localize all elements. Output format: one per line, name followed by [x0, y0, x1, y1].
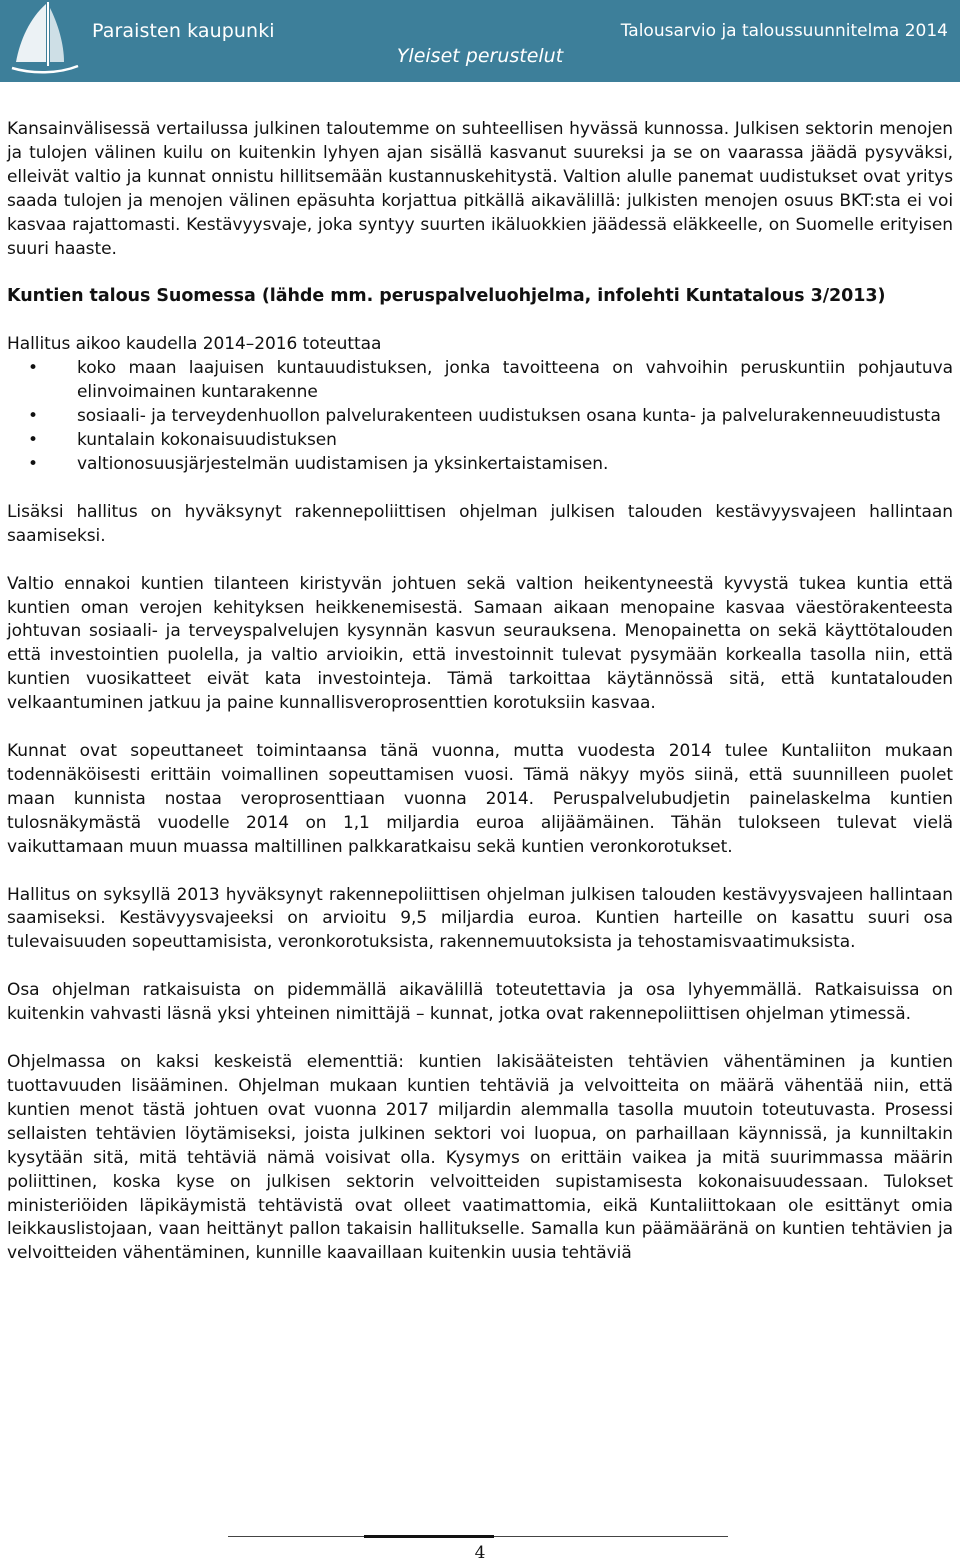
- paragraph-structural-program: Lisäksi hallitus on hyväksynyt rakennepoliittisen ohjelman julkisen talouden kestävyysvajeen hallintaan saamiseksi.: [7, 501, 953, 546]
- paragraph-program-elements: Ohjelmassa on kaksi keskeistä elementtiä: kuntien lakisääteisten tehtävien vähentäminen ja kuntien tuottavuuden lisääminen. Ohjelman mukaan kuntien tehtäviä ja velvoitteita on määrä vähentää niin, että kuntien menot tästä johtuen ovat vuonna 2017 miljardin alemmalla tasolla muutoin toteutuvasta. Prosessi sellaisten tehtävien löytämiseksi, joista julkinen sektori voi luopua, on parhaillaan käynnissä, ja kunniltakin kysytään sitä, mitä tehtäviä nämä voisivat olla. Kysymys on erittäin vaikea ja mitä suurimmassa määrin poliittinen, koska kyse on julkisen sektorin velvoitteiden supistamisesta kokonaisuudessaan. Tulokset ministeriöiden läpikäymistä tehtävistä ovat olleet vaatimattomia, eikä Kuntaliittokaan ole esittänyt omia leikkauslistojaan, vaan heittänyt pallon takaisin hallitukselle. Samalla kun päämääränä on kuntien tehtävien ja velvoitteiden vähentäminen, kunnille kaavaillaan kuitenkin uusia tehtäviä: [7, 1052, 953, 1264]
- list-item: • sosiaali- ja terveydenhuollon palvelurakenteen uudistuksen osana kunta- ja palvelurakenneuudistusta: [7, 405, 953, 429]
- footer-divider-accent: [364, 1535, 494, 1538]
- bullet-intro: Hallitus aikoo kaudella 2014–2016 toteuttaa: [7, 334, 382, 355]
- paragraph-municipal-adjustment: Kunnat ovat sopeuttaneet toimintaansa tänä vuonna, mutta vuodesta 2014 tulee Kuntaliiton mukaan todennäköisesti erittäin voimallinen sopeuttamisen vuosi. Tämä näkyy myös siinä, että suunnilleen puolet maan kunnista nostaa veroprosenttiaan vuonna 2014. Peruspalvelubudjetin painelaskelma kuntien tulosnäkymästä vuodelle 2014 on 1,1 miljardia euroa alijäämäinen. Tähän tulokseen tulevat vielä vaikuttamaan muun muassa maltillinen palkkaratkaisu sekä kuntien veronkorotukset.: [7, 741, 953, 857]
- header-document-title: Talousarvio ja taloussuunnitelma 2014: [620, 21, 948, 41]
- list-item: • kuntalain kokonaisuudistuksen: [7, 429, 953, 453]
- header-city-title: Paraisten kaupunki: [92, 20, 275, 42]
- page-header: [0, 0, 960, 82]
- sailboat-logo-icon: [6, 0, 84, 82]
- list-item: • koko maan laajuisen kuntauudistuksen, jonka tavoitteena on vahvoihin peruskuntiin pohjautuva elinvoimainen kuntarakenne: [7, 357, 953, 405]
- paragraph-international-comparison: Kansainvälisessä vertailussa julkinen taloutemme on suhteellisen hyvässä kunnossa. Julkisen sektorin menojen ja tulojen välinen kuilu on kuitenkin lyhyen ajan sisällä kasvanut suureksi ja se on vaarassa jäädä pysyväksi, elleivät valtio ja kunnat onnistu hillitsemään kustannuskehitystä. Valtion alulle panemat uudistukset ovat yritys saada tulojen ja menojen välinen epäsuhta korjattua pitkällä aikavälillä: julkisten menojen osuus BKT:sta ei voi kasvaa rajattomasti. Kestävyysvaje, joka syntyy suurten ikäluokkien jäädessä eläkkeelle, on Suomelle erityisen suuri haaste.: [7, 119, 953, 259]
- list-item: • valtionosuusjärjestelmän uudistamisen ja yksinkertaistamisen.: [7, 453, 953, 477]
- reform-list: [7, 357, 953, 477]
- document-body: [7, 118, 953, 1290]
- section-heading: Kuntien talous Suomessa (lähde mm. peruspalveluohjelma, infolehti Kuntatalous 3/2013): [7, 286, 886, 307]
- paragraph-state-forecast: Valtio ennakoi kuntien tilanteen kiristyvän johtuen sekä valtion heikentyneestä kyvystä tukea kuntia että kuntien oman verojen kehityksen heikkenemisestä. Samaan aikaan menopaine kasvaa väestörakenteesta johtuvan sosiaali- ja terveyspalvelujen kysynnän kasvun seurauksena. Menopainetta on sekä käyttötalouden että investointien puolella, ja valtio arvioikin, että investoinnit tulevat pysymään korkealla tasolla niin, että kuntien vuosikatteet eivät kata investointeja. Tämä tarkoittaa käytännössä sitä, että kuntatalouden velkaantuminen jatkuu ja paine kunnallisveroprosenttien korotuksiin kasvaa.: [7, 573, 953, 714]
- paragraph-program-solutions: Osa ohjelman ratkaisuista on pidemmällä aikavälillä toteutettavia ja osa lyhyemmällä. Ratkaisuissa on kuitenkin vahvasti läsnä yksi yhteinen nimittäjä – kunnat, jotka ovat rakennepoliittisen ohjelman ytimessä.: [7, 980, 953, 1025]
- paragraph-sustainability-gap: Hallitus on syksyllä 2013 hyväksynyt rakennepoliittisen ohjelman julkisen talouden kestävyysvajeen hallintaan saamiseksi. Kestävyysvajeeksi on arvioitu 9,5 miljardia euroa. Kuntien harteille on kasattu suuri osa tulevaisuuden sopeuttamisista, veronkorotuksista, rakennemuutoksista ja tehostamisvaatimuksista.: [7, 884, 953, 953]
- header-section-subtitle: Yleiset perustelut: [396, 45, 564, 67]
- page-number: 4: [474, 1543, 486, 1563]
